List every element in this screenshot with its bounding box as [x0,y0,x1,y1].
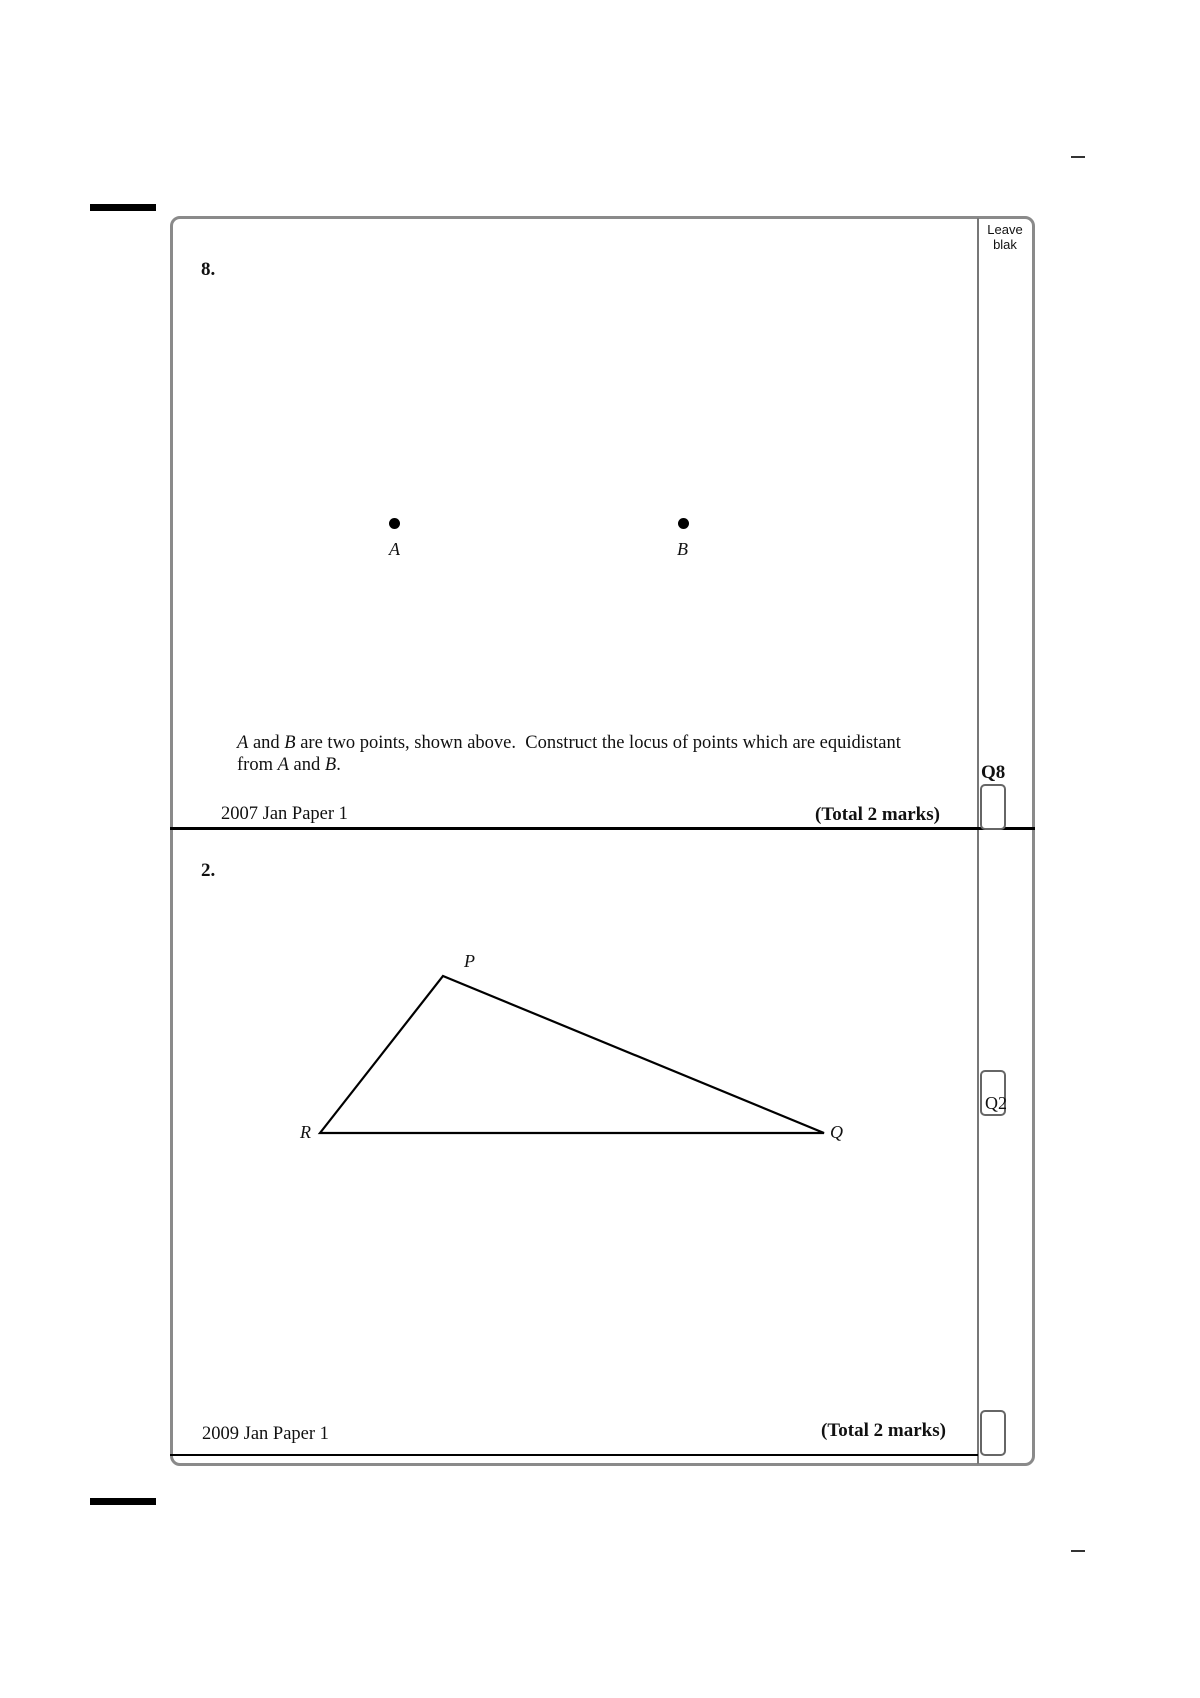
text-run: . [336,755,341,775]
question-2-source: 2009 Jan Paper 1 [202,1424,329,1444]
vertex-r-label: R [300,1122,311,1142]
leave-blank-line2: blak [993,237,1017,252]
vertex-p-label: P [464,951,475,971]
text-run: and [248,733,285,753]
triangle-pqr-outline [320,976,824,1133]
point-a-label: A [389,539,400,559]
leave-blank-line1: Leave [987,222,1023,237]
text-run: from [237,755,278,775]
question-8-total-marks: (Total 2 marks) [815,804,940,825]
point-b-label: B [677,539,688,559]
question-2-total-marks: (Total 2 marks) [821,1420,946,1441]
text-run: A [237,733,249,753]
text-run: A [277,755,289,775]
text-run: and [288,755,325,775]
question-2-mark-box-bottom[interactable] [980,1410,1006,1456]
question-2-margin-label: Q2 [985,1093,1007,1113]
text-run: B [324,755,337,775]
question-8-source: 2007 Jan Paper 1 [221,804,348,824]
question-8-margin-label: Q8 [981,762,1006,783]
question-number-8: 8. [201,259,216,280]
question-number-2: 2. [201,860,216,881]
vertex-q-label: Q [830,1122,843,1142]
text-run: are two points, shown above. Construct the locus of points which are equidistant [295,733,901,753]
text-run: B [284,733,296,753]
